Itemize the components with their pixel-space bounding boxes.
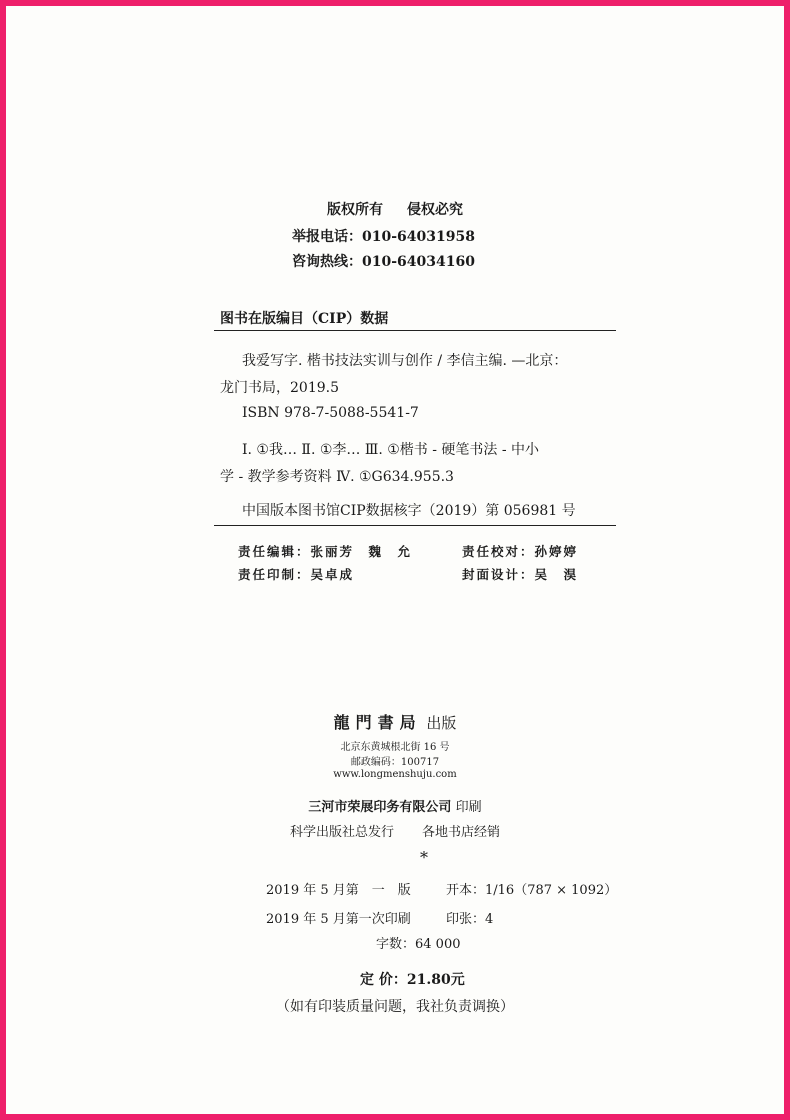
- publish-word: 出版: [426, 714, 457, 732]
- sellers: 各地书店经销: [422, 825, 501, 840]
- consult-phone: 咨询热线：010-64034160: [292, 254, 475, 270]
- quality-note: （如有印装质量问题，我社负责调换）: [276, 999, 514, 1015]
- cip-line1: 我爱写字. 楷书技法实训与创作 / 李信主编. —北京：: [242, 353, 568, 369]
- copyright-notice-a: 版权所有: [327, 202, 383, 218]
- publisher-website: www.longmenshuju.com: [333, 769, 457, 780]
- print-sheets: 印张：4: [446, 912, 494, 927]
- print-word: 印刷: [455, 800, 482, 815]
- cip-isbn: ISBN 978-7-5088-5541-7: [242, 405, 419, 421]
- printing-name: 吴卓成: [310, 567, 355, 582]
- cover-label: 封面设计：: [462, 567, 535, 582]
- editor-label: 责任编辑：: [238, 544, 311, 559]
- cip-class-line1: Ⅰ. ①我… Ⅱ. ①李… Ⅲ. ①楷书 - 硬笔书法 - 中小: [242, 442, 540, 458]
- cip-record: 中国版本图书馆CIP数据核字（2019）第 056981 号: [242, 503, 576, 519]
- printing-label: 责任印制：: [238, 567, 311, 582]
- cover-name: 吴 淏: [534, 567, 579, 582]
- publisher-postcode: 邮政编码：100717: [350, 757, 440, 768]
- cip-title: 图书在版编目（CIP）数据: [220, 311, 389, 327]
- cip-top-rule: [214, 330, 616, 331]
- word-count: 字数：64 000: [376, 937, 461, 952]
- cip-bottom-rule: [214, 525, 616, 526]
- proofreader-label: 责任校对：: [462, 544, 535, 559]
- cip-class-line2: 学 - 教学参考资料 Ⅳ. ①G634.955.3: [220, 469, 454, 485]
- copyright-notice-b: 侵权必究: [407, 202, 463, 218]
- editor-names: 张丽芳 魏 允: [310, 544, 413, 559]
- cip-line2: 龙门书局，2019.5: [220, 380, 339, 396]
- editor-credit: [238, 542, 412, 560]
- separator-star: *: [420, 848, 428, 867]
- edition-date: 2019 年 5 月第 一 版: [266, 883, 411, 898]
- publisher-address: 北京东黄城根北街 16 号: [340, 742, 450, 753]
- book-format: 开本：1/16（787 × 1092）: [446, 883, 618, 898]
- printing-credit: [238, 565, 354, 583]
- report-phone: 举报电话：010-64031958: [292, 229, 475, 245]
- proofreader-name: 孙婷婷: [534, 544, 579, 559]
- distribution-line: [6, 821, 784, 840]
- publisher-line: [6, 710, 784, 733]
- cover-credit: [462, 565, 578, 583]
- printer-name: 三河市荣展印务有限公司: [308, 800, 452, 815]
- proofreader-credit: [462, 542, 578, 560]
- price: 定 价：21.80元: [360, 972, 465, 988]
- printing-date: 2019 年 5 月第一次印刷: [266, 912, 411, 927]
- publisher-logo: 龍門書局: [333, 713, 422, 732]
- distributor: 科学出版社总发行: [289, 825, 394, 840]
- printer-line: [6, 796, 784, 815]
- copyright-notice: [6, 199, 784, 219]
